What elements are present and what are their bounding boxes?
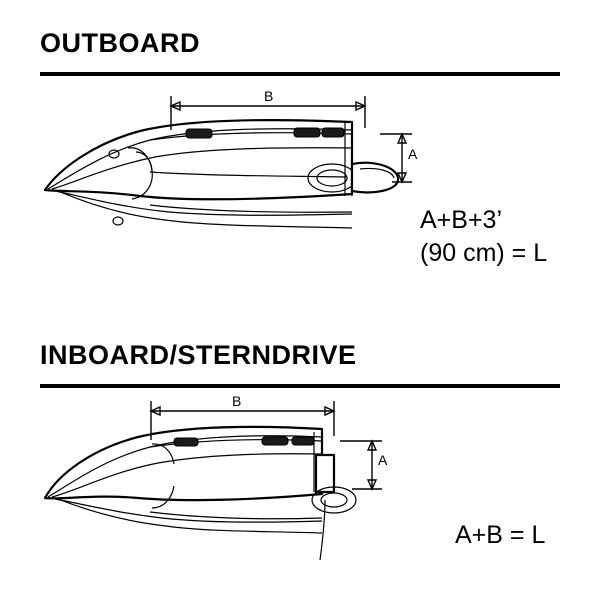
outboard-dim-label-b: B (264, 88, 274, 104)
outboard-dim-label-a: A (408, 146, 418, 162)
inboard-formula-line1: A+B = L (455, 521, 546, 549)
section-title-inboard-sterndrive: INBOARD/STERNDRIVE (40, 340, 357, 370)
outboard-formula-line2: (90 cm) = L (420, 239, 548, 267)
inboard-dim-label-b: B (232, 393, 242, 409)
inboard-dim-label-a: A (378, 452, 388, 468)
outboard-formula-line1: A+B+3’ (420, 206, 503, 234)
section-title-outboard: OUTBOARD (40, 28, 200, 58)
